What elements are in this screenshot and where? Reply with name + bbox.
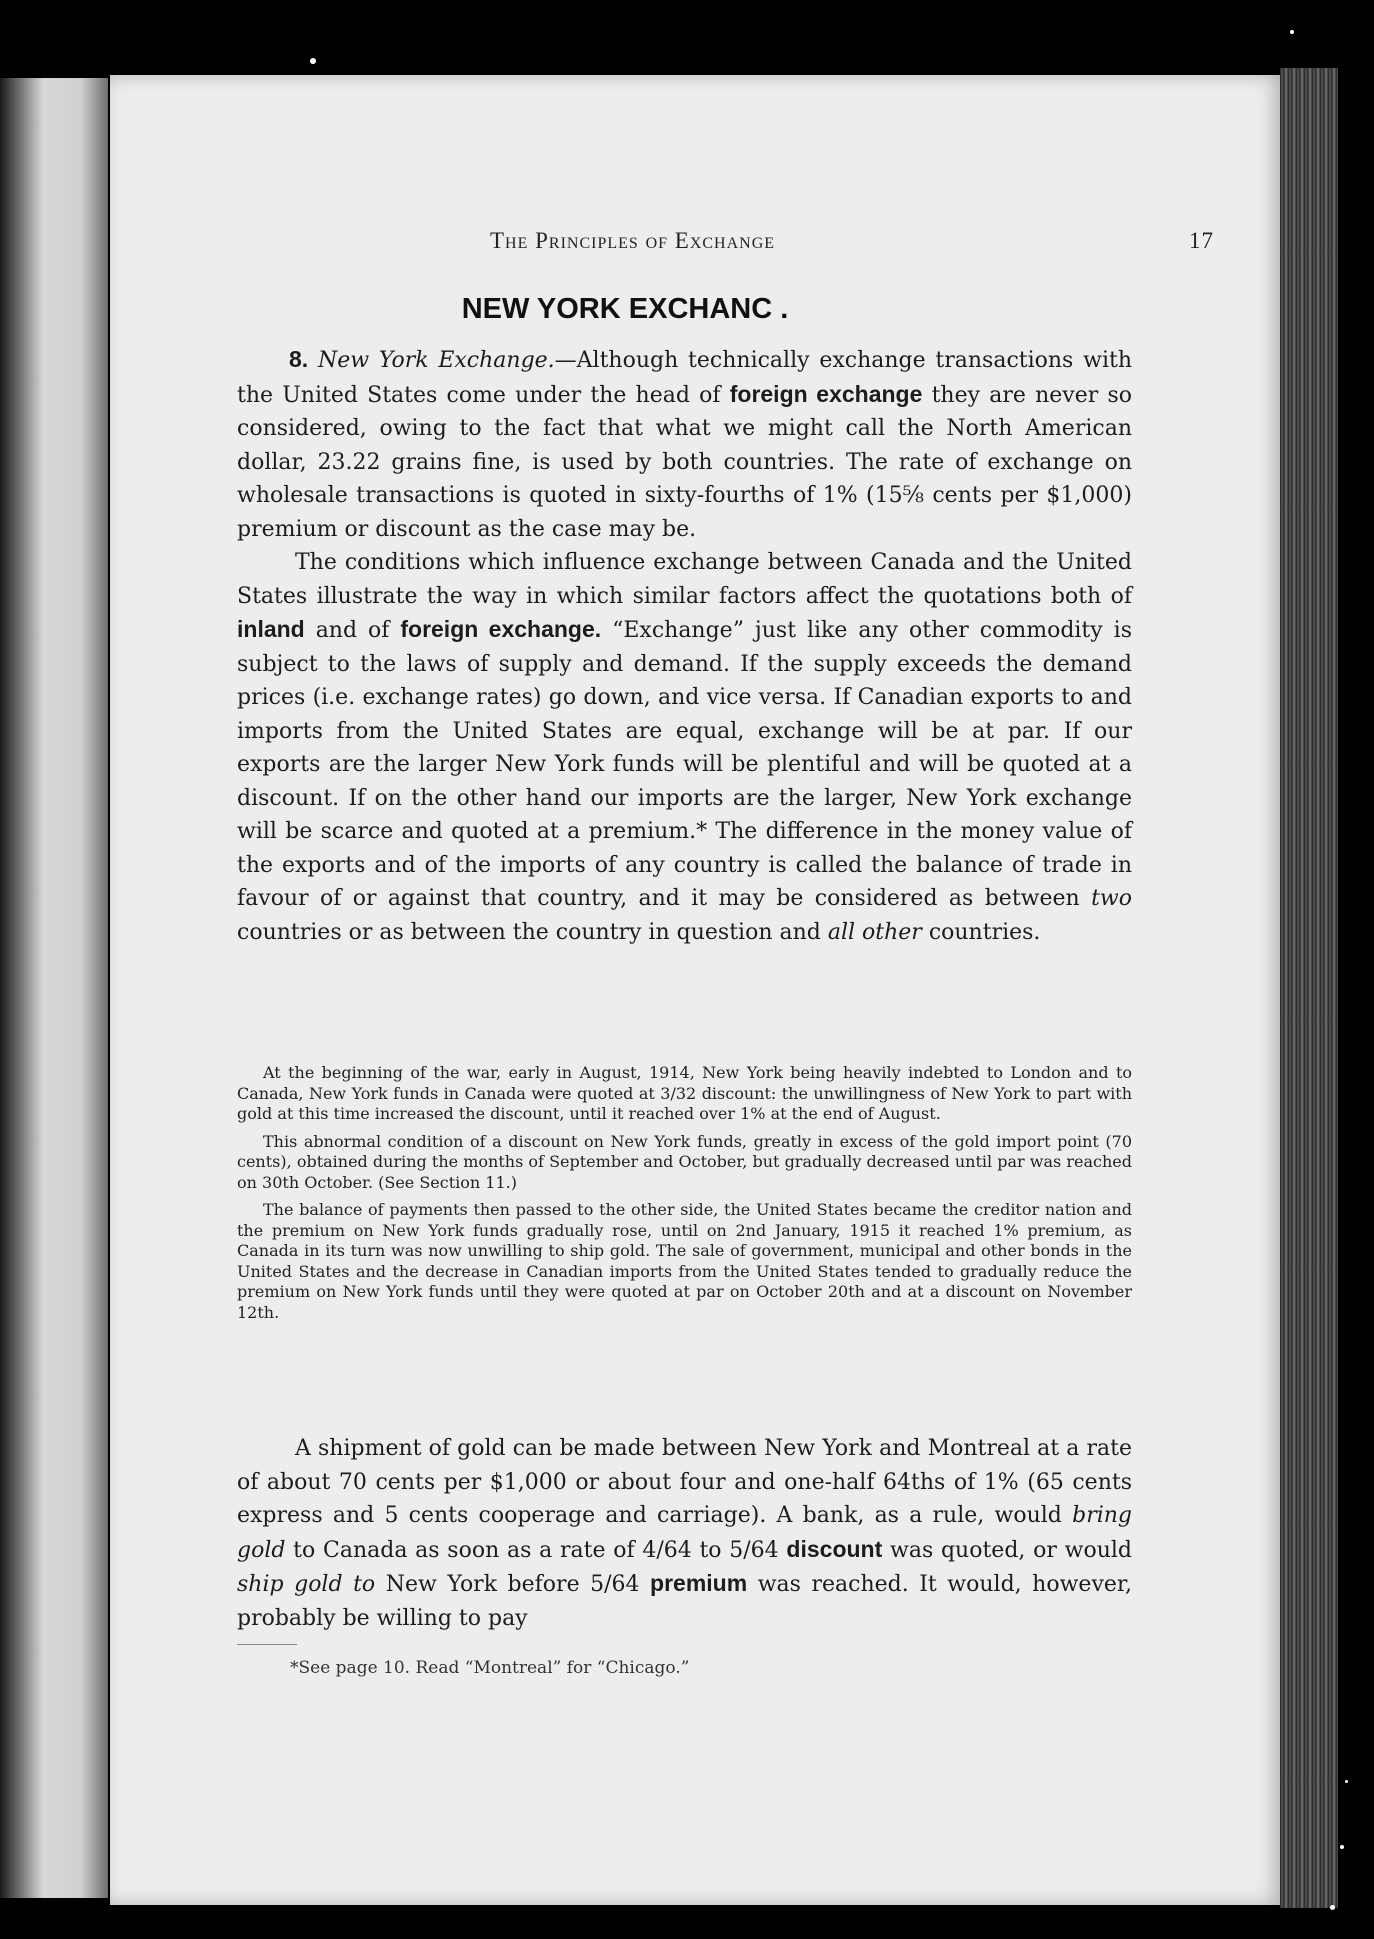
page-number: 17 (1189, 228, 1214, 253)
para3-text-a: A shipment of gold can be made between New York and Montreal at a rate of about 70 cents per $1,000 or about four and one-half 64ths of 1% (65 cents express and 5 cents cooperage and carriage). A bank, as a rule, would (237, 1436, 1132, 1528)
main-text-continued (237, 1432, 1132, 1635)
para2-italic-a: two (1091, 886, 1132, 911)
para3-bold-b: premium (650, 1570, 748, 1596)
paragraph-3 (237, 1432, 1132, 1635)
para1-bold-a: foreign exchange (729, 380, 923, 407)
para1-text-a: —Although technically exchange transactions with the United States come under the head of (237, 348, 1132, 408)
para2-text-d: countries or as between the country in question and (237, 919, 828, 945)
facing-page-edge (0, 78, 108, 1898)
para3-text-d: New York before 5/64 (375, 1572, 651, 1597)
section-heading: NEW YORK EXCHANC . (461, 293, 789, 325)
page-stack-edge (1280, 68, 1338, 1908)
note-paragraph: The balance of payments then passed to the other side, the United States became the creditor nation and the premium on New York funds gradually rose, until on 2nd January, 1915 it reached 1% premium, as Canada in its turn was now unwilling to ship gold. The sale of government, municipal and other bonds in the United States and the decrease in Canadian imports from the United States tended to gradually reduce the premium on New York funds until they were quoted at par on October 20th and at a discount on November 12th. (237, 1200, 1132, 1322)
para3-italic-a: bring gold (237, 1503, 1132, 1563)
dust-speck (1345, 1780, 1348, 1783)
para2-text-c: “Exchange” just like any other commodity is subject to the laws of supply and demand. If the supply exceeds the demand prices (i.e. exchange rates) go down, and vice versa. If Canadian exports to and imports from the United States are equal, exchange will be at par. If our exports are the larger New York funds will be plentiful and will be quoted at a discount. If on the other hand our imports are the larger, New York exchange will be scarce and quoted at a premium.* The difference in the money value of the exports and of the imports of any country is called the balance of trade in favour of or against that country, and it may be considered as between (237, 618, 1132, 911)
para3-italic-b: ship gold to (237, 1572, 376, 1597)
footnote: *See page 10. Read “Montreal” for “Chicago.” (290, 1658, 690, 1678)
dust-speck (1290, 30, 1294, 34)
para3-text-e: was reached. It would, however, probably be willing to pay (237, 1572, 1132, 1631)
para2-text-e: countries. (921, 919, 1041, 945)
dust-speck (310, 58, 316, 64)
main-text (237, 343, 1132, 949)
note-paragraph: This abnormal condition of a discount on New York funds, greatly in excess of the gold import point (70 cents), obtained during the months of September and October, but gradually decreased until par was reached on 30th October. (See Section 11.) (237, 1131, 1132, 1192)
footnote-rule (237, 1644, 297, 1645)
section-number: 8. (289, 346, 309, 372)
para3-text-c: was quoted, or would (882, 1537, 1132, 1563)
para2-bold-b: foreign exchange. (400, 616, 602, 642)
dust-speck (1330, 1905, 1335, 1910)
para3-text-b: to Canada as soon as a rate of 4/64 to 5/64 (285, 1537, 787, 1563)
note-paragraph: At the beginning of the war, early in August, 1914, New York being heavily indebted to London and to Canada, New York funds in Canada were quoted at 3/32 discount: the unwillingness of New York to part with gold at this time increased the discount, until it reached over 1% at the end of August. (237, 1063, 1132, 1123)
para2-italic-b: all other (827, 919, 922, 945)
paragraph-2 (237, 546, 1132, 949)
para2-text-a: The conditions which influence exchange between Canada and the United States illustrate the way in which similar factors affect the quotations both of (237, 550, 1132, 609)
para2-bold-a: inland (237, 616, 305, 642)
para1-text-b: they are never so considered, owing to the fact that what we might call the North American dollar, 23.22 grains fine, is used by both countries. The rate of exchange on wholesale transactions is quoted in sixty-fourths of 1% (15⅝ cents per $1,000) premium or discount as the case may be. (237, 382, 1132, 542)
paragraph-1 (237, 343, 1132, 546)
para3-bold-a: discount (786, 1535, 883, 1562)
running-head-title: The Principles of Exchange (490, 228, 776, 253)
section-title-italic: New York Exchange. (317, 348, 555, 373)
dust-speck (1340, 1845, 1344, 1849)
para2-text-b: and of (304, 618, 401, 643)
running-head (120, 228, 1214, 268)
small-print-notes (237, 1063, 1132, 1330)
